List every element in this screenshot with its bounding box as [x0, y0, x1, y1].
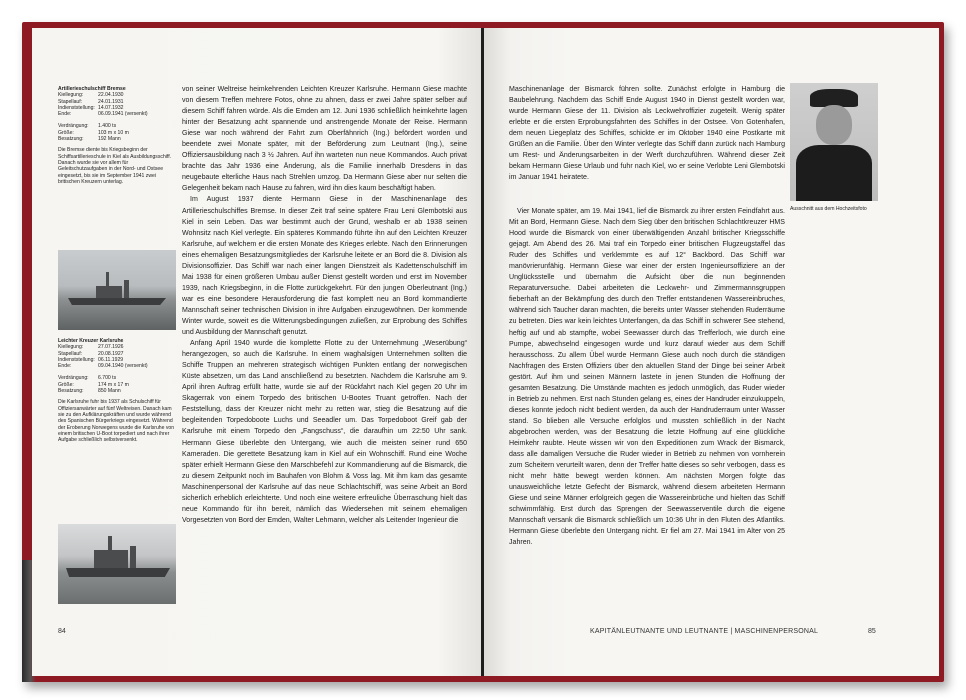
- spec-value: 24.01.1931: [98, 98, 124, 105]
- spec-label: Größe:: [58, 381, 74, 388]
- spec-label: Indienststellung:: [58, 356, 95, 363]
- running-head: KAPITÄNLEUTNANTE UND LEUTNANTE | MASCHINENPERSONAL: [590, 628, 819, 635]
- spec-value: 103 m x 10 m: [98, 129, 129, 136]
- paragraph: Im August 1937 diente Hermann Giese in der Maschinenanlage des Artillerieschulschiffes Bremse. In dieser Zeit traf seine spätere Frau Leni Glembotski aus Kiel in sein Leben. Das war bestimmt auch der Grund, weshalb er ab 1938 seinen Wohnsitz nach Kiel verlegte. Ein späteres Kommando führte ihn auf den Leichten Kreuzer Karlsruhe, auf welchem er die ersten Monate des Krieges erlebte. Nach den Erinnerungen eines ehemaligen Besatzungsmitgliedes der Karlsruhe leitete er an Bord die 8. Division als Divisionsoffizier. Das Schiff war nach einer langen Dienstzeit als Kadettenschulschiff im Mai 1938 für einen größeren Umbau außer Dienst gestellt worden und erst im November 1939, nach Kriegsbeginn, in die Flotte zurückgekehrt. Für den jungen Oberleutnant (Ing.) war es eine besondere Herausforderung die fast komplett neu an Bord kommandierte Mannschaft seiner technischen Division in ihre Aufgaben einzugewöhnen. Der kommende Winter wurde, soweit es die Witterungsbedingungen zuließen, zur Erprobung des Schiffes und Ausbildung der Mannschaft genutzt.: [182, 196, 467, 337]
- spec-value: 1.400 ts: [98, 123, 117, 130]
- spec-value: 27.07.1926: [98, 344, 124, 351]
- sidebar-bremse: [58, 86, 176, 185]
- spec-value: 850 Mann: [98, 388, 121, 395]
- spec-row: [58, 136, 176, 142]
- book-gutter: [481, 28, 484, 676]
- spec-label: Kiellegung:: [58, 92, 84, 99]
- spec-label: Ende:: [58, 363, 72, 370]
- spec-label: Ende:: [58, 111, 72, 118]
- spec-value: 09.04.1940 (versenkt): [98, 363, 148, 370]
- ship-photo: [58, 524, 176, 604]
- spec-label: Verdrängung:: [58, 123, 89, 130]
- spec-label: Stapellauf:: [58, 98, 83, 105]
- sidebar-title: Leichter Kreuzer Karlsruhe: [58, 338, 124, 344]
- sidebar-karlsruhe: [58, 338, 176, 443]
- spec-label: Größe:: [58, 129, 74, 136]
- spec-value: 6.700 ts: [98, 375, 117, 382]
- left-text-column: [182, 84, 467, 526]
- sidebar-note: Die Karlsruhe fuhr bis 1937 als Schulschiff für Offiziersanwärter auf fünf Weltreisen. Danach kam sie zu den Aufklärungskräften und wurde während des Spanischen Bürgerkriegs eingesetzt. Während der Eroberung Norwegens wurde die Karlsruhe von einem britischen U-Boot torpediert und nach ihrer Aufgabe schließlich selbstversenkt.: [58, 399, 175, 444]
- right-text-column: [509, 84, 785, 183]
- page-number-right: 85: [868, 628, 876, 635]
- portrait-photo: [790, 83, 878, 201]
- right-text-column-cont: [509, 206, 785, 548]
- paragraph: Vier Monate später, am 19. Mai 1941, lief die Bismarck zu ihrer ersten Feindfahrt aus. Mit an Bord, Hermann Giese. Nach dem Sieg über den britischen Schlachtkreuzer HMS Hood wurde die Bismarck von einer überwältigenden Anzahl britischer Kriegsschiffe gejagt. Am Abend des 26. Mai traf ein Torpedo einer britischen Flugzeugstaffel das Ruder des Schiffes und verklemmte es auf 12° Backbord. Das Schiff war manövrierunfähig. Hermann Giese war einer der ersten Ingenieursoffiziere an der Unglücksstelle und übernahm die Aufsicht über die nun beginnenden Reparaturversuche. Dabei arbeiteten die Leckwehr- und Zimmermannsgruppen fieberhaft an der Bekämpfung des durch den Treffer entstandenen Wassereinbruches, während sich Taucher daran machten, die bereits unter Wasser stehenden Ruderräume zu betreten. Dies war kein leichtes Unterfangen, da das Schiff in schwerer See stehend, heftig auf und ab stampfte, wobei Seewasser durch das Trefferloch, wie durch eine Pumpe, abwechselnd eingesogen wurde und kurz darauf wieder aus dem Schiff herausschoss. Zu allem Übel wurde Hermann Giese auch noch durch die ständigen Nachfragen des Ersten Offiziers über den aktuellen Stand der Dinge bei seiner Arbeit gestört. Auf ihm und seinen Männern lastete in jenen Stunden die Hoffnung der gesamten Besatzung. Die Umstände machten es jedoch unmöglich, das Ruder wieder in Betrieb zu nehmen. Erst nach Stunden gelang es, eines der Handruder einzukuppeln, dieses konnte jedoch nicht bedient werden, da auch der Handruderraum unter Wasser stand. So blieben alle Versuche erfolglos und mussten schließlich in der Nacht abgebrochen werden, was der Besatzung die letzte Hoffnung auf eine glückliche Heimkehr raubte. Heute wissen wir von den Expeditionen zum Wrack der Bismarck, dass alle damaligen Versuche die Ruder wieder in Betrieb zu nehmen von vornherein zum Scheitern verurteilt waren, denn der Treffer hatte dieses so sehr verbogen, dass es nicht mehr hätte bewegt werden können. Am nächsten Morgen folgte das unausweichliche letzte Gefecht der Bismarck, während diesem arbeiteten Hermann Giese und seine Männer erfolgreich gegen die Wassereinbrüche und hielten das Schiff schwimmfähig. Erst durch das Sprengen der Seewasserventile durch die eigene Mannschaft versank die Bismarck schließlich um 10:36 Uhr in den Fluten des Atlantiks. Hermann Giese überlebte den Untergang nicht. Er fiel am 27. Mai 1941 im Alter von 25 Jahren.: [509, 208, 785, 547]
- spec-value: 192 Mann: [98, 136, 121, 143]
- spec-label: Stapellauf:: [58, 350, 83, 357]
- spec-value: 20.08.1927: [98, 350, 124, 357]
- ship-photo: [58, 250, 176, 330]
- paragraph: Anfang April 1940 wurde die komplette Flotte zu der Unternehmung „Weserübung“ herangezogen, so auch die Karlsruhe. In einem waghalsigen Unternehmen sollten die Schiffe Truppen an mehreren strategisch wichtigen Punkten entlang der norwegischen Küste absetzen, um das Land anschließend zu besetzten. Nachdem die Karlsruhe am 9. April ihren Auftrag erfüllt hatte, wurde sie auf der Rückfahrt nach Kiel gegen 20 Uhr im Skagerrak von einem Torpedo des britischen U-Bootes Truant getroffen. Nach der Feststellung, dass der Kreuzer nicht mehr zu retten war, stieg die Besatzung auf die begleitenden Torpedoboote Luchs und Seeadler um. Das Torpedoboot Greif gab der Karlsruhe mit einem Torpedo den „Fangschuss“, die daraufhin um 22:50 Uhr sank. Hermann Giese überlebte den Untergang, wie auch die meisten seiner rund 650 Kameraden. Die gerettete Besatzung kam in Kiel auf ein Wohnschiff. Rund eine Woche später erhielt Hermann Giese den Marschbefehl zur Kommandierung auf die Bismarck, die zu diesem Zeitpunkt noch im Bauhafen von Blohm & Voss lag. Mit ihm kam das gesamte Maschinenpersonal der Karlsruhe auf das neue Schlachtschiff, was seine Arbeit an Bord sicherlich erheblich erleichterte. Und noch eine weitere erfreuliche Überraschung hielt das neue Kommando für ihn bereit, nämlich das Wiedersehen mit seinem ehemaligen Vorgesetzten von Bord der Emden, Walter Lehmann, welcher als Leitender Ingenieur die: [182, 340, 467, 524]
- spec-label: Indienststellung:: [58, 104, 95, 111]
- spec-value: 06.09.1941 (versenkt): [98, 111, 148, 118]
- spec-value: 22.04.1930: [98, 92, 124, 99]
- page-number-left: 84: [58, 628, 66, 635]
- sidebar-title: Artillerieschulschiff Bremse: [58, 86, 126, 92]
- sidebar-note: Die Bremse diente bis Kriegsbeginn der Schiffsartillerieschule in Kiel als Ausbildungsschiff. Danach wurde sie vor allem für Geleitschutzaufgaben in der Nord- und Ostsee eingesetzt, bis sie im September 1941 zwei britischen Kreuzern unterlag.: [58, 147, 172, 185]
- spec-value: 06.11.1929: [98, 356, 124, 363]
- spec-value: 174 m x 17 m: [98, 381, 129, 388]
- spec-row: [58, 363, 176, 369]
- spec-label: Verdrängung:: [58, 375, 89, 382]
- spec-label: Besatzung:: [58, 388, 84, 395]
- photo-caption: Ausschnitt aus dem Hochzeitsfoto: [790, 206, 867, 212]
- spec-label: Besatzung:: [58, 136, 84, 143]
- spec-row: [58, 388, 176, 394]
- spec-value: 14.07.1932: [98, 104, 124, 111]
- spec-label: Kiellegung:: [58, 344, 84, 351]
- spec-row: [58, 111, 176, 117]
- paragraph: Maschinenanlage der Bismarck führen sollte. Zunächst erfolgte in Hamburg die Baubelehrung. Nachdem das Schiff Ende August 1940 in Dienst gestellt worden war, wurde Hermann Giese der 11. Division als Leckwehroffizier zugeteilt. Wenig später erlebte er die ersten Erprobungsfahrten des Schiffes in der Ostsee. Von Gotenhafen, dem neuen Liegeplatz des Schiffes, schickte er im Oktober 1940 eine Postkarte mit Grüßen an die Familie. Über den Winter verlegte das Schiff dann zurück nach Hamburg um Rest- und Änderungsarbeiten in der Werft durchzuführen. Während dieser Zeit bekam Hermann Giese Urlaub und fuhr nach Kiel, wo er seine Verlobte Leni Glembotski im Januar 1941 heiratete.: [509, 86, 785, 182]
- paragraph: von seiner Weltreise heimkehrenden Leichten Kreuzer Karlsruhe. Hermann Giese machte von diesem Treffen mehrere Fotos, ohne zu ahnen, dass er zwei Jahre später selber auf diesem Schiff fahren würde. Als die Emden am 12. Juni 1936 schließlich heimkehrte lagen hinter der Besatzung acht spannende und anstrengende Monate der Reise. Hermann Giese war noch während der Fahrt zum Oberfähnrich (Ing.) befördert worden und beendete zwei Monate später, mit der Beförderung zum Leutnant (Ing.), seine Offiziersausbildung nach 3 ½ Jahren. Auf ihn warteten nun neue Kommandos. Auch privat brachte das Jahr 1936 eine Änderung, als die Familie innerhalb Dresdens in das neugebaute elterliche Haus nach Strehlen umzog. Da Hermann Giese aber nur selten die Gelegenheit bekam nach Hause zu fahren, wird ihn dies kaum beschäftigt haben.: [182, 86, 467, 193]
